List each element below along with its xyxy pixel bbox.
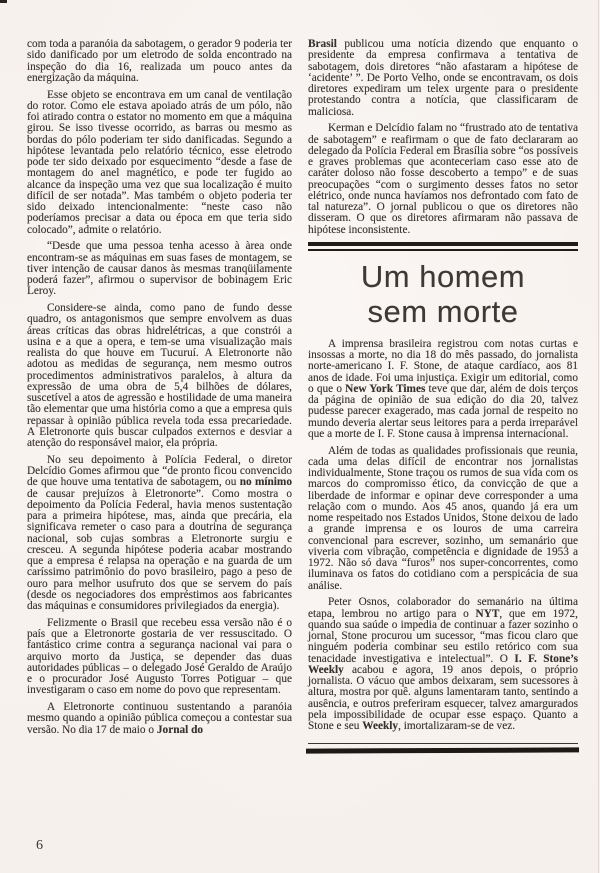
right-column-top-paragraphs	[308, 39, 578, 236]
paragraph	[27, 455, 292, 613]
headline-top-rule	[308, 242, 578, 251]
left-column	[27, 39, 292, 754]
article-headline-block	[308, 242, 578, 329]
text-run: Considere-se ainda, como pano de fundo desse quadro, os antagonismos que sempre envolvem as duas áreas críticas das obras hidrelétricas, a que constrói a usina e a que a opera, e tem-se uma visualização mais realista do que houve em Tucuruí. A Eletronorte não adotou as medidas de segurança, nem mesmo outros procedimentos administrativos paralelos, à altura da expressão de uma obra de 5,4 bilhões de dólares, suscetível a atos de agressão e hostilidade de uma maneira tão elementar que uma história como a que a empresa quis repassar à opinião pública revela toda essa precariedade. A Eletronorte quis buscar culpados externos e desviar a atenção do responsável maior, ela própria.	[27, 302, 292, 449]
text-run: teve que dar, além de dois terços da página de opinião de sua edição do dia 20, talvez pudesse parecer exagerado, mas cada jornal de respeito no mundo deveria alertar seus leitores para a perda irreparável que a morte de I. F. Stone causa à imprensa internacional.	[308, 382, 578, 440]
text-run: com toda a paranóia da sabotagem, o gerador 9 poderia ter sido danificado por um eletrodo de solda encontrado na inspeção do dia 16, realizada um pouco antes da energização da máquina.	[27, 38, 292, 84]
text-run: de causar prejuízos à Eletronorte”. Como mostra o depoimento da Polícia Federal, havia menos sustentação para a primeira hipótese, mas, ainda que precária, ela significava remeter o caso para a doutrina de segurança nacional, sob cujas sombras a Eletronorte surgiu e cresceu. A segunda hipótese poderia acabar mostrando que a empresa é relapsa na operação e na guarda de um caríssimo patrimônio do povo brasileiro, pago a peso de ouro para melhor usufruto dos que se servem do país (desde os negociadores dos empréstimos aos fabricantes das máquinas e consumidores privilegiados da energia).	[27, 487, 292, 612]
right-column-article-paragraphs	[308, 339, 578, 733]
paragraph	[308, 339, 578, 440]
text-run: publicou uma notícia dizendo que enquanto o presidente da empresa confirmava a tentativa de sabotagem, dois diretores “não afastaram a hipótese de ‘acidente’ ”. De Porto Velho, onde se encontravam, os dois diretores expediram um telex urgente para o presidente protestando contra a notícia, que classificaram de maliciosa.	[308, 38, 578, 118]
paragraph	[308, 39, 578, 118]
page-edge-shadow	[598, 0, 599, 873]
bold-text-run: New York Times	[345, 382, 426, 395]
bold-text-run: Brasil	[308, 38, 337, 50]
right-column	[308, 39, 578, 754]
paragraph	[27, 702, 292, 736]
paragraph	[308, 123, 578, 236]
text-run: A Eletronorte continuou sustentando a paranóia mesmo quando a opinião pública começou a contestar sua versão. No dia 17 de maio o	[27, 701, 292, 736]
text-run: Felizmente o Brasil que recebeu essa versão não é o país que a Eletronorte gostaria de ver ressuscitado. O fantástico crime contra a segurança nacional vai para o arquivo morto da Justiça, se depender das duas autoridades públicas – o delegado José Geraldo de Araújo e o procurador José Augusto Torres Potiguar – que investigaram o caso em nome do povo que representam.	[27, 616, 292, 697]
text-run: , imortalizaram-se de vez.	[398, 720, 516, 732]
paragraph	[27, 241, 292, 297]
text-run: acabou e agora, 19 anos depois, o próprio jornalista. O vácuo que ambos deixaram, sem sucessores à altura, mostra por quê. alguns lamentaram tanto, sentindo a ausência, e outros preferiram esquecer, talvez amargurados pela impossibilidade de ocupar esse espaço. Quanto a Stone e seu	[308, 663, 578, 732]
paragraph	[27, 39, 292, 84]
bold-text-run: NYT	[475, 607, 500, 620]
bold-text-run: Weekly	[362, 720, 399, 732]
article-title	[308, 259, 578, 329]
text-run: Esse objeto se encontrava em um canal de ventilação do rotor. Como ele estava apoiado atrás de um pólo, não foi atirado contra o estator no momento em que a máquina girou. Se isso tivesse ocorrido, as barras ou mesmo as bordas do pólo poderiam ter sido danificadas. Segundo a hipótese levantada pelo relatório técnico, esse eletrodo pode ter sido deixado por esquecimento “desde a fase de montagem do anel magnético, e pode ter fugido ao alcance da inspeção uma vez que sua localização é muito difícil de ser notada”. Mas também o objeto poderia ter sido deixado intencionalmente: “neste caso não poderíamos precisar a data ou época em que teria sido colocado”, admite o relatório.	[27, 88, 292, 236]
text-run: Kerman e Delcídio falam no “frustrado ato de tentativa de sabotagem” e reafirmam o que de fato declararam ao delegado da Polícia Federal em Brasília sobre “os possíveis e graves problemas que aconteceriam caso esse ato de caráter doloso não fosse descoberto a tempo” e de suas preocupações “com o surgimento desses fatos no setor elétrico, onde nunca havíamos nos defrontado com fato de tal natureza”. O jornal publicou o que os diretores não disseram. O que os diretores afirmaram não passava de hipótese inconsistente.	[308, 122, 578, 236]
bold-text-run: Jornal do	[156, 723, 204, 736]
paragraph	[27, 618, 292, 697]
paragraph	[27, 90, 292, 236]
article-bottom-rule	[308, 743, 578, 754]
paragraph	[308, 597, 578, 732]
text-run: Peter Osnos, colaborador do semanário na última etapa, lembrou no artigo para o	[308, 596, 578, 620]
page-number: 6	[36, 838, 43, 853]
article-title-line2: sem morte	[367, 293, 519, 329]
text-run: A imprensa brasileira registrou com notas curtas e insossas a morte, no dia 18 do mês passado, do jornalista norte-americano I. F. Stone, de ataque cardíaco, aos 81 anos de idade. Foi uma injustiça. Exigir um editorial, como o que o	[308, 337, 578, 395]
paragraph	[308, 446, 578, 592]
paragraph	[27, 303, 292, 449]
scan-artifact-icon	[0, 0, 7, 3]
text-run: , que em 1972, quando sua saúde o impedia de continuar a fazer sozinho o jornal, Stone procurou um sucessor, “mas ficou claro que ninguém poderia combinar seu estilo retórico com sua tenacidade investigativa e intelectual”. O	[308, 607, 579, 665]
text-columns	[27, 39, 578, 754]
text-run: Além de todas as qualidades profissionais que reunia, cada uma delas difícil de encontrar nos jornalistas individualmente, Stone traçou os rumos de sua vida com os marcos do compromisso ético, da convicção de que a liberdade de informar e opinar deve corresponder a uma relação com o mundo. Aos 45 anos, quando já era um nome respeitado nos Estados Unidos, Stone deixou de lado a grande imprensa e os louros de uma carreira convencional para escrever, sozinho, um semanário que viveria com vibração, competência e dignidade de 1953 a 1972. Não só dava “furos” nos super-concorrentes, como iluminava os fatos do cotidiano com a perspicácia de sua análise.	[308, 444, 578, 592]
article-title-line1: Um homem	[360, 258, 526, 294]
bold-text-run: no mínimo	[239, 476, 292, 489]
text-run: No seu depoimento à Polícia Federal, o diretor Delcídio Gomes afirmou que “de pronto ficou convencido de que houve uma tentativa de sabotagem, ou	[27, 453, 292, 489]
text-run: “Desde que uma pessoa tenha acesso à àrea onde encontram-se as máquinas em suas fases de montagem, se tiver intenção de causar danos às mesmas tranqüilamente poderá fazer”, afirmou o supervisor de bobinagem Eric Leroy.	[27, 240, 292, 298]
bold-text-run: I. F. Stone’s Weekly	[308, 652, 578, 676]
